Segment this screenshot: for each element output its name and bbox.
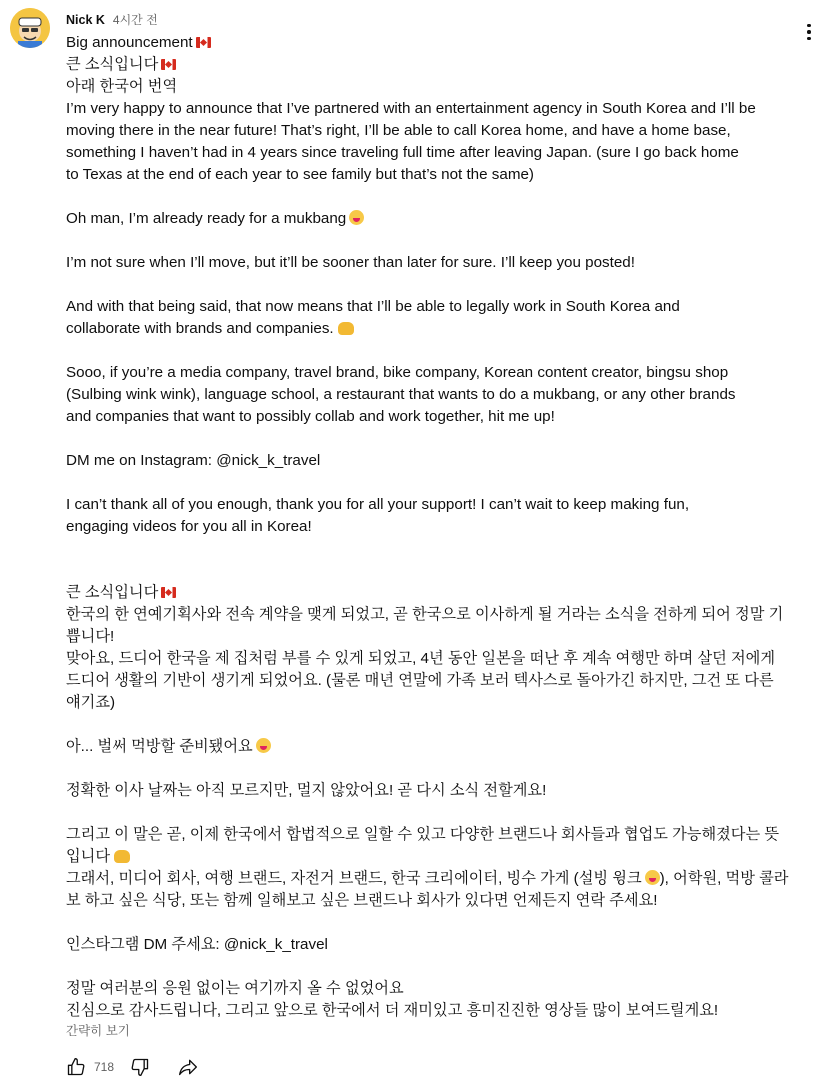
author-name[interactable]: Nick K <box>66 13 105 27</box>
comment-line: Oh man, I’m already ready for a mukbang <box>66 208 796 230</box>
more-vertical-icon[interactable] <box>797 20 821 44</box>
comment-line: 그리고 이 말은 곧, 이제 한국에서 합법적으로 일할 수 있고 다양한 브랜드나 회사들과 협업도 가능해졌다는 뜻 <box>66 826 780 843</box>
comment-line: 정확한 이사 날짜는 아직 모르지만, 멀지 않았어요! 곧 다시 소식 전할게요! <box>66 782 547 799</box>
blank-line <box>66 714 796 736</box>
yummy-face-icon <box>256 738 271 753</box>
avatar-image <box>10 8 50 48</box>
blank-line <box>66 472 796 494</box>
comment-line: 아래 한국어 번역 <box>66 78 178 95</box>
comment-line: 큰 소식입니다 <box>66 54 796 76</box>
comment-line: 쁩니다! <box>66 628 115 645</box>
comment-line: 인스타그램 DM 주세요: @nick_k_travel <box>66 936 328 953</box>
comment-line: engaging videos for you all in Korea! <box>66 518 312 535</box>
blank-line <box>66 956 796 978</box>
blank-line <box>66 274 796 296</box>
like-count: 718 <box>94 1060 115 1074</box>
blank-line <box>66 230 796 252</box>
share-icon[interactable] <box>176 1055 200 1079</box>
handshake-icon <box>338 322 354 335</box>
comment-body <box>66 32 796 1022</box>
handshake-icon <box>114 850 130 863</box>
comment-line: 진심으로 감사드립니다, 그리고 앞으로 한국에서 더 재미있고 흥미진진한 영상들 많이 보여드릴게요! <box>66 1002 719 1019</box>
blank-line <box>66 186 796 208</box>
collapse-link[interactable]: 간략히 보기 <box>66 1024 130 1038</box>
blank-line <box>66 538 796 560</box>
comment-line: And with that being said, that now means that I’ll be able to legally work in South Korea and <box>66 298 680 315</box>
comment-line: 한국의 한 연예기획사와 전속 계약을 맺게 되었고, 곧 한국으로 이사하게 될 거라는 소식을 전하게 되어 정말 기 <box>66 606 784 623</box>
comment-line: moving there in the near future! That’s right, I’ll be able to call Korea home, and have a home base, <box>66 122 731 139</box>
comment-line: 보 하고 싶은 식당, 또는 함께 일해보고 싶은 브랜드나 회사가 있다면 언제든지 연락 주세요! <box>66 892 658 909</box>
comment-line: 드디어 생활의 기반이 생기게 되었어요. (물론 매년 연말에 가족 보러 텍사스로 돌아가긴 하지만, 그건 또 다른 <box>66 672 774 689</box>
blank-line <box>66 340 796 362</box>
comment-line: Sooo, if you’re a media company, travel brand, bike company, Korean content creator, bingsu shop <box>66 364 729 381</box>
blank-line <box>66 428 796 450</box>
comment-line: 입니다 <box>66 846 796 868</box>
comment-line: (Sulbing wink wink), language school, a restaurant that wants to do a mukbang, or any other brands <box>66 386 736 403</box>
comment-line: I can’t thank all of you enough, thank you for all your support! I can’t wait to keep making fun, <box>66 496 690 513</box>
blank-line <box>66 802 796 824</box>
comment-line: 아... 벌써 먹방할 준비됐어요 <box>66 736 796 758</box>
comment-line: something I haven’t had in 4 years since traveling full time after leaving Japan. (sure I go back home <box>66 144 739 161</box>
comment-line: I’m very happy to announce that I’ve partnered with an entertainment agency in South Korea and I’ll be <box>66 100 756 117</box>
comment-line: 그래서, 미디어 회사, 여행 브랜드, 자전거 브랜드, 한국 크리에이터, 빙수 가게 (설빙 윙크 ), 어학원, 먹방 콜라 <box>66 870 789 887</box>
yummy-face-icon <box>349 210 364 225</box>
blank-line <box>66 912 796 934</box>
comment-line: collaborate with brands and companies. <box>66 318 796 340</box>
thumbs-down-icon[interactable] <box>128 1055 152 1079</box>
blank-line <box>66 758 796 780</box>
comment-line: Big announcement <box>66 32 796 54</box>
canada-flag-icon <box>161 59 176 70</box>
avatar[interactable] <box>10 8 50 48</box>
comment-line: 큰 소식입니다 <box>66 582 796 604</box>
canada-flag-icon <box>161 587 176 598</box>
comment-line: 얘기죠) <box>66 694 116 711</box>
canada-flag-icon <box>196 37 211 48</box>
comment-time[interactable]: 4시간 전 <box>112 13 158 27</box>
wink-face-icon <box>645 870 660 885</box>
comment-line: DM me on Instagram: @nick_k_travel <box>66 452 321 469</box>
comment-line: I’m not sure when I’ll move, but it’ll be sooner than later for sure. I’ll keep you posted! <box>66 254 635 271</box>
comment-line: and companies that want to possibly collab and work together, hit me up! <box>66 408 555 425</box>
comment-line: 정말 여러분의 응원 없이는 여기까지 올 수 없었어요 <box>66 980 404 997</box>
comment-header <box>66 11 158 28</box>
comment-actions <box>64 1055 200 1079</box>
blank-line <box>66 560 796 582</box>
comment-line: to Texas at the end of each year to see family but that’s not the same) <box>66 166 534 183</box>
comment-line: 맞아요, 드디어 한국을 제 집처럼 부를 수 있게 되었고, 4년 동안 일본을 떠난 후 계속 여행만 하며 살던 저에게 <box>66 650 776 667</box>
thumbs-up-icon[interactable] <box>64 1055 88 1079</box>
